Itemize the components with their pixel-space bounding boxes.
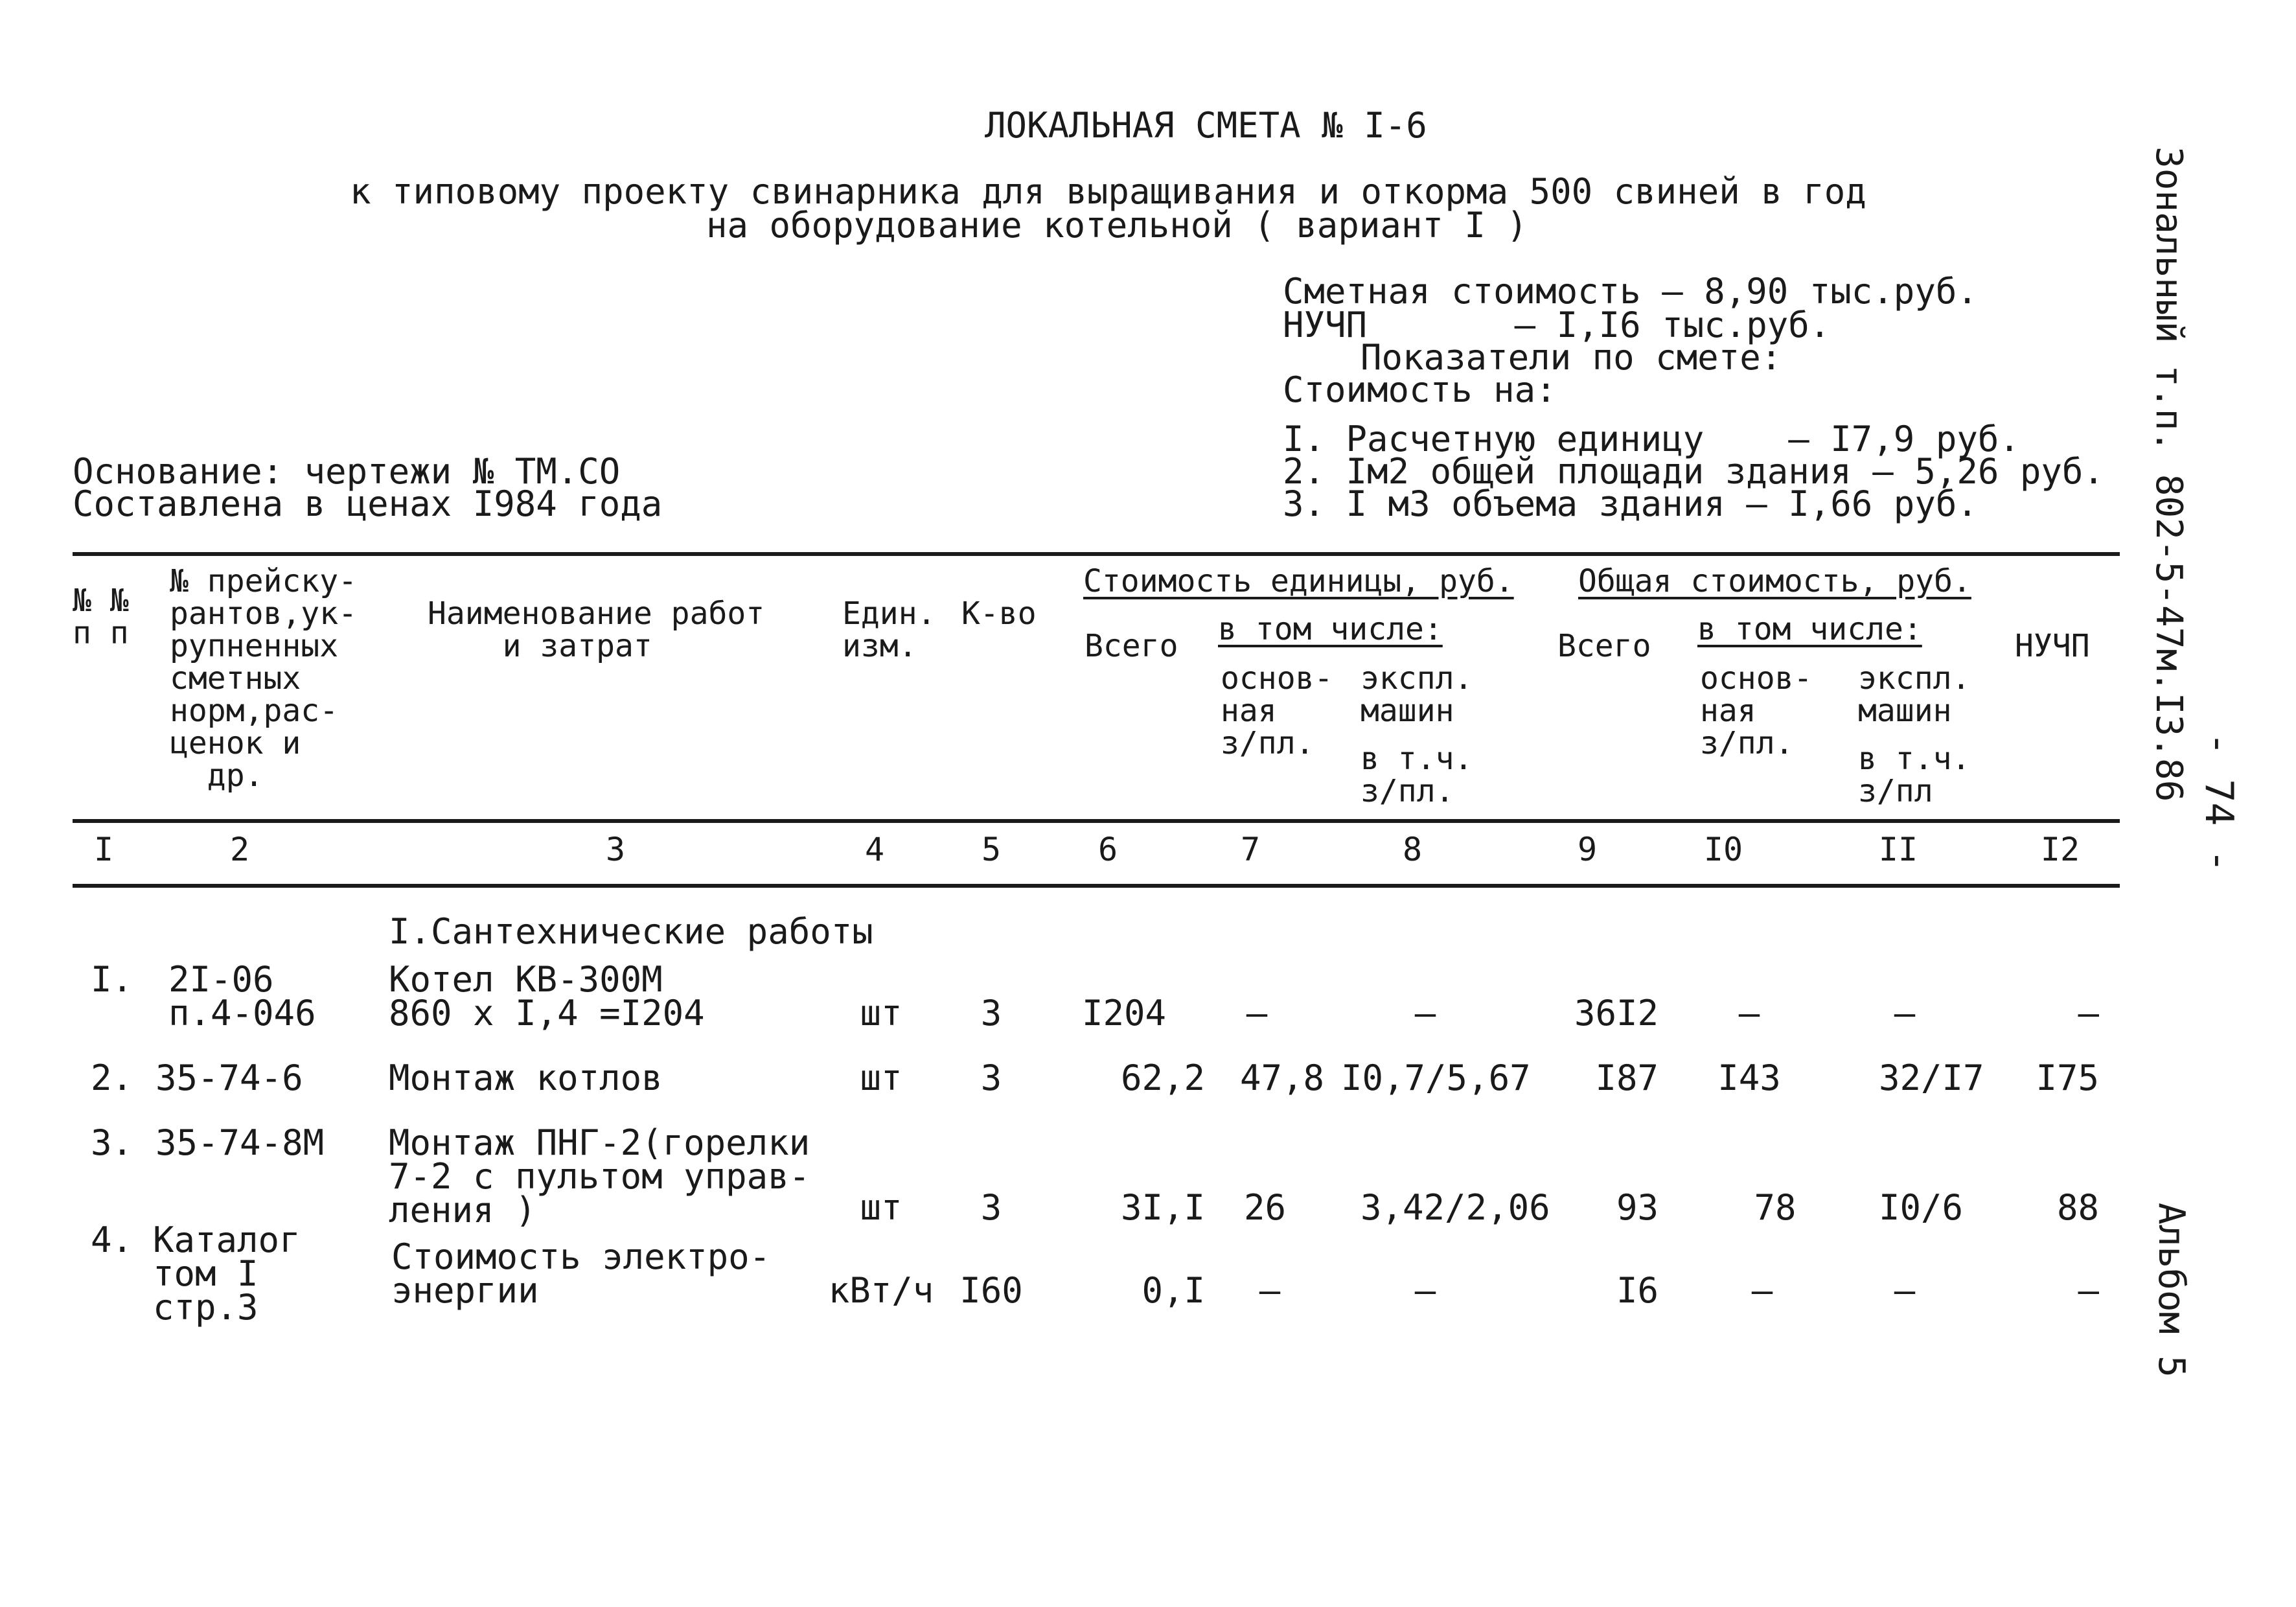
- col-number: 7: [1240, 831, 1261, 868]
- header-nuchp: НУЧП: [2015, 628, 2090, 664]
- side-zonal-code: Зональный т.п. 802-5-47м.I3.86: [2148, 146, 2190, 802]
- row-total-basic: I43: [1717, 1058, 1781, 1098]
- header-total-incl: в том числе:: [1697, 611, 1922, 647]
- col-number: 9: [1577, 831, 1598, 868]
- side-album: Альбом 5: [2150, 1203, 2192, 1378]
- row-code: 2I-06 п.4-046: [168, 959, 316, 1034]
- row-unit: кВт/ч: [828, 1270, 934, 1311]
- row-unit-mach: I0,7/5,67: [1341, 1058, 1531, 1098]
- row-unit-mach: –: [1414, 1270, 1436, 1311]
- row-code: 35-74-6: [155, 1058, 303, 1098]
- doc-title: ЛОКАЛЬНАЯ СМЕТА № I-6: [985, 105, 1427, 146]
- row-qty: I60: [959, 1270, 1023, 1311]
- table-header-rule: [73, 819, 2120, 823]
- row-nuchp: –: [2078, 993, 2099, 1034]
- summary-item-3: 3. I м3 объема здания – I,66 руб.: [1283, 483, 1978, 524]
- header-total-mach: экспл. машин: [1858, 660, 1971, 729]
- header-unit-mach-sub: в т.ч. з/пл.: [1360, 741, 1473, 809]
- col-number: 5: [981, 831, 1002, 868]
- row-unit-basic: 47,8: [1240, 1058, 1325, 1098]
- summary-indicators: Показатели по смете:: [1360, 337, 1782, 378]
- header-unit-mach: экспл. машин: [1360, 660, 1473, 729]
- row-unit: шт: [860, 1058, 902, 1098]
- header-unit-cost: Стоимость единицы, руб.: [1083, 563, 1514, 599]
- row-total-mach: –: [1894, 1270, 1916, 1311]
- col-number: 2: [229, 831, 250, 868]
- row-total: I87: [1595, 1058, 1659, 1098]
- row-name: Монтаж ПНГ-2(горелки 7-2 с пультом управ- ления ): [389, 1122, 810, 1231]
- row-total-mach: –: [1894, 993, 1916, 1034]
- basis-prices: Составлена в ценах I984 года: [73, 483, 663, 524]
- row-name: Монтаж котлов: [389, 1058, 663, 1098]
- row-unit-total: I204: [1082, 993, 1167, 1034]
- col-number: II: [1878, 831, 1918, 868]
- row-code: 35-74-8М: [155, 1122, 325, 1163]
- row-unit-total: 0,I: [1142, 1270, 1205, 1311]
- row-total-basic: –: [1738, 993, 1760, 1034]
- row-total-mach: 32/I7: [1879, 1058, 1984, 1098]
- row-unit-mach: 3,42/2,06: [1360, 1187, 1550, 1228]
- row-total-basic: 78: [1754, 1187, 1797, 1228]
- section-title: I.Сантехнические работы: [389, 911, 873, 952]
- row-total-mach: I0/6: [1879, 1187, 1964, 1228]
- row-total: 93: [1616, 1187, 1659, 1228]
- row-code: Каталог том I стр.3: [153, 1220, 301, 1328]
- row-qty: 3: [980, 1058, 1002, 1098]
- header-col-pricelist: № прейску- рантов,ук- рупненных сметных норм,рас- ценок и др.: [170, 563, 357, 794]
- col-number: I0: [1703, 831, 1743, 868]
- row-unit-basic: 26: [1244, 1187, 1287, 1228]
- table-top-rule: [73, 552, 2120, 556]
- row-qty: 3: [980, 1187, 1002, 1228]
- row-unit-total: 3I,I: [1120, 1187, 1205, 1228]
- header-unit-total: Всего: [1085, 628, 1178, 664]
- doc-subtitle-1: к типовому проекту свинарника для выращивания и откорма 500 свиней в год: [350, 171, 1866, 212]
- row-unit: шт: [860, 1187, 902, 1228]
- header-unit-incl: в том числе:: [1218, 611, 1443, 647]
- row-unit-total: 62,2: [1120, 1058, 1205, 1098]
- row-name: Котел КВ-300М 860 х I,4 =I204: [389, 959, 705, 1034]
- row-total: 36I2: [1574, 993, 1659, 1034]
- table-numbers-rule: [73, 884, 2120, 888]
- summary-cost-per: Стоимость на:: [1283, 369, 1557, 410]
- row-unit-basic: –: [1246, 993, 1268, 1034]
- header-col-unit: Един. изм.: [842, 595, 936, 664]
- row-nuchp: –: [2078, 1270, 2099, 1311]
- col-number: 4: [864, 831, 885, 868]
- basis-drawings: Основание: чертежи № ТМ.СО: [73, 451, 621, 492]
- row-unit: шт: [860, 993, 902, 1034]
- row-number: 3.: [91, 1122, 133, 1163]
- row-number: 4.: [91, 1220, 133, 1260]
- header-col-qty: К-во: [961, 595, 1037, 632]
- row-number: I.: [91, 959, 133, 1000]
- col-number: I2: [2040, 831, 2080, 868]
- summary-nuchp: НУЧП – I,I6 тыс.руб.: [1283, 305, 1831, 345]
- row-unit-basic: –: [1259, 1270, 1281, 1311]
- header-total-basic: основ- ная з/пл.: [1700, 660, 1813, 761]
- row-qty: 3: [980, 993, 1002, 1034]
- doc-subtitle-2: на оборудование котельной ( вариант I ): [706, 205, 1528, 246]
- summary-cost: Сметная стоимость – 8,90 тыс.руб.: [1283, 271, 1978, 312]
- col-number: 3: [605, 831, 626, 868]
- row-name: Стоимость электро- энергии: [391, 1236, 771, 1311]
- row-nuchp: I75: [2036, 1058, 2099, 1098]
- summary-item-2: 2. Iм2 общей площади здания – 5,26 руб.: [1283, 451, 2104, 492]
- col-number: 6: [1097, 831, 1118, 868]
- header-unit-basic: основ- ная з/пл.: [1221, 660, 1333, 761]
- side-page-number: - 74 -: [2196, 732, 2242, 873]
- summary-item-1: I. Расчетную единицу – I7,9 руб.: [1283, 419, 2020, 459]
- row-nuchp: 88: [2056, 1187, 2099, 1228]
- header-total-total: Всего: [1557, 628, 1651, 664]
- header-col-npp: № № п п: [73, 583, 129, 651]
- header-total-mach-sub: в т.ч. з/пл: [1858, 741, 1971, 809]
- header-total-cost: Общая стоимость, руб.: [1578, 563, 1971, 599]
- col-number: I: [93, 831, 114, 868]
- row-total-basic: –: [1751, 1270, 1773, 1311]
- header-col-name: Наименование работ и затрат: [428, 595, 765, 664]
- row-unit-mach: –: [1414, 993, 1436, 1034]
- row-number: 2.: [91, 1058, 133, 1098]
- col-number: 8: [1402, 831, 1423, 868]
- row-total: I6: [1616, 1270, 1659, 1311]
